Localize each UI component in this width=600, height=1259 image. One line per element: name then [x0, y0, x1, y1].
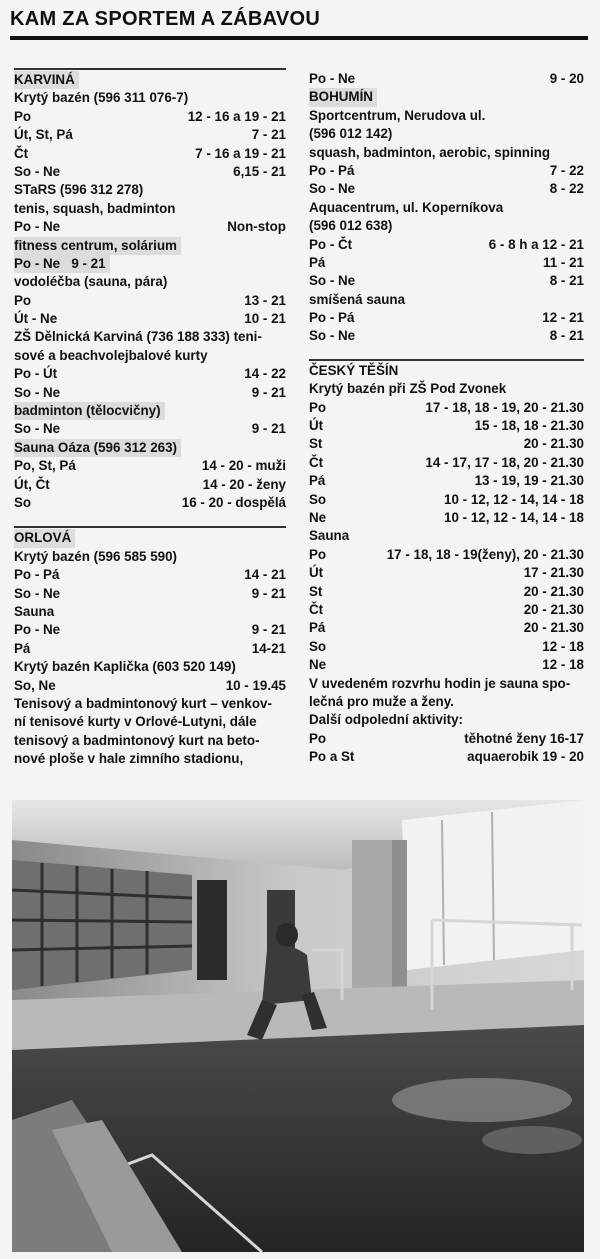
region-title: KARVINÁ [14, 71, 79, 89]
section-label: smíšená sauna [309, 291, 406, 307]
schedule-row: Ne 12 - 18 [309, 657, 584, 673]
venue-name: sové a beachvolejbalové kurty [14, 347, 208, 363]
venue-name: Aquacentrum, ul. Koperníkova [309, 199, 504, 215]
schedule-row: Út 17 - 21.30 [309, 565, 584, 581]
region-title: ORLOVÁ [14, 529, 75, 547]
venue-phone: (596 012 638) [309, 218, 393, 234]
schedule-row: Pá 13 - 19, 19 - 21.30 [309, 473, 584, 489]
body-text: lečná pro muže a ženy. [309, 693, 454, 709]
section-label: Další odpolední aktivity: [309, 712, 464, 728]
venue-name: Krytý bazén (596 585 590) [14, 548, 178, 564]
schedule-row: Út - Ne 10 - 21 [14, 311, 286, 327]
body-text: V uvedeném rozvrhu hodin je sauna spo- [309, 675, 571, 691]
venue-sports: squash, badminton, aerobic, spinning [309, 144, 551, 160]
schedule-row: Po - Út 14 - 22 [14, 366, 286, 382]
region-tesin [309, 359, 584, 380]
schedule-row: Út 15 - 18, 18 - 21.30 [309, 418, 584, 434]
page-title: KAM ZA SPORTEM A ZÁBAVOU [10, 8, 321, 30]
schedule-row: Po - Ne 9 - 20 [309, 71, 584, 86]
schedule-row: Čt 7 - 16 a 19 - 21 [14, 145, 286, 161]
venue-name: Krytý bazén při ZŠ Pod Zvonek [309, 381, 507, 397]
schedule-row: So - Ne 9 - 21 [14, 585, 286, 601]
schedule-row: Čt 20 - 21.30 [309, 601, 584, 617]
section-label: Sauna [309, 528, 350, 544]
schedule-row: So 10 - 12, 12 - 14, 14 - 18 [309, 491, 584, 507]
venue-sports: badminton (tělocvičny) [14, 402, 165, 420]
schedule-row: Po - Pá 7 - 22 [309, 162, 584, 178]
body-text: nové ploše v hale zimního stadionu, [14, 751, 244, 767]
venue-name: Sportcentrum, Nerudova ul. [309, 107, 486, 123]
schedule-row: St 20 - 21.30 [309, 436, 584, 452]
schedule-row: Po - Ne 9 - 21 [14, 255, 286, 273]
schedule-row: Po těhotné ženy 16-17 [309, 730, 584, 746]
venue-sports: vodoléčba (sauna, pára) [14, 274, 168, 290]
body-text: tenisový a badmintonový kurt na beto- [14, 732, 260, 748]
schedule-row: So - Ne 6,15 - 21 [14, 163, 286, 179]
schedule-row: So - Ne 8 - 22 [309, 181, 584, 197]
body-text: ní tenisové kurty v Orlové-Lutyni, dále [14, 714, 257, 730]
schedule-row: Po - Pá 12 - 21 [309, 310, 584, 326]
title-rule [10, 36, 588, 40]
schedule-row: St 20 - 21.30 [309, 583, 584, 599]
schedule-row: So - Ne 8 - 21 [309, 273, 584, 289]
venue-sports: fitness centrum, solárium [14, 237, 181, 255]
schedule-row: So - Ne 9 - 21 [14, 384, 286, 400]
region-title: BOHUMÍN [309, 88, 377, 106]
venue-name: Sauna Oáza (596 312 263) [14, 439, 181, 457]
venue-name: ZŠ Dělnická Karviná (736 188 333) teni- [14, 329, 262, 345]
schedule-row: Po - Čt 6 - 8 h a 12 - 21 [309, 236, 584, 252]
venue-sports: tenis, squash, badminton [14, 200, 176, 216]
schedule-row: Po - Pá 14 - 21 [14, 567, 286, 583]
schedule-row: Po 17 - 18, 18 - 19(ženy), 20 - 21.30 [309, 546, 584, 562]
schedule-row: So 12 - 18 [309, 638, 584, 654]
schedule-row: Pá 20 - 21.30 [309, 620, 584, 636]
region-karvina [14, 68, 286, 89]
schedule-row: So - Ne 8 - 21 [309, 328, 584, 344]
body-text: Tenisový a badmintonový kurt – venkov- [14, 695, 272, 711]
schedule-row: Po, St, Pá 14 - 20 - muži [14, 458, 286, 474]
section-label: Sauna [14, 603, 55, 619]
right-column [309, 64, 584, 766]
schedule-row: Po - Ne 9 - 21 [14, 622, 286, 638]
venue-name: Krytý bazén Kaplička (603 520 149) [14, 659, 236, 675]
schedule-row: So 16 - 20 - dospělá [14, 494, 286, 510]
venue-name: Krytý bazén (596 311 076-7) [14, 90, 189, 106]
pool-photo [12, 800, 584, 1252]
schedule-row: Po 12 - 16 a 19 - 21 [14, 108, 286, 124]
region-title: ČESKÝ TĚŠÍN [309, 362, 399, 378]
region-orlova [14, 526, 286, 547]
schedule-row: So, Ne 10 - 19.45 [14, 677, 286, 693]
schedule-row: So - Ne 9 - 21 [14, 421, 286, 437]
venue-phone: (596 012 142) [309, 126, 393, 142]
schedule-row: Po 13 - 21 [14, 292, 286, 308]
venue-name: STaRS (596 312 278) [14, 182, 144, 198]
schedule-row: Po a St aquaerobik 19 - 20 [309, 749, 584, 765]
left-column [14, 64, 286, 768]
schedule-row: Pá 11 - 21 [309, 254, 584, 270]
schedule-row: Ne 10 - 12, 12 - 14, 14 - 18 [309, 509, 584, 525]
schedule-row: Út, St, Pá 7 - 21 [14, 127, 286, 143]
schedule-row: Po 17 - 18, 18 - 19, 20 - 21.30 [309, 399, 584, 415]
schedule-row: Út, Čt 14 - 20 - ženy [14, 476, 286, 492]
schedule-row: Pá 14-21 [14, 640, 286, 656]
schedule-row: Po - Ne Non-stop [14, 219, 286, 235]
schedule-row: Čt 14 - 17, 17 - 18, 20 - 21.30 [309, 454, 584, 470]
